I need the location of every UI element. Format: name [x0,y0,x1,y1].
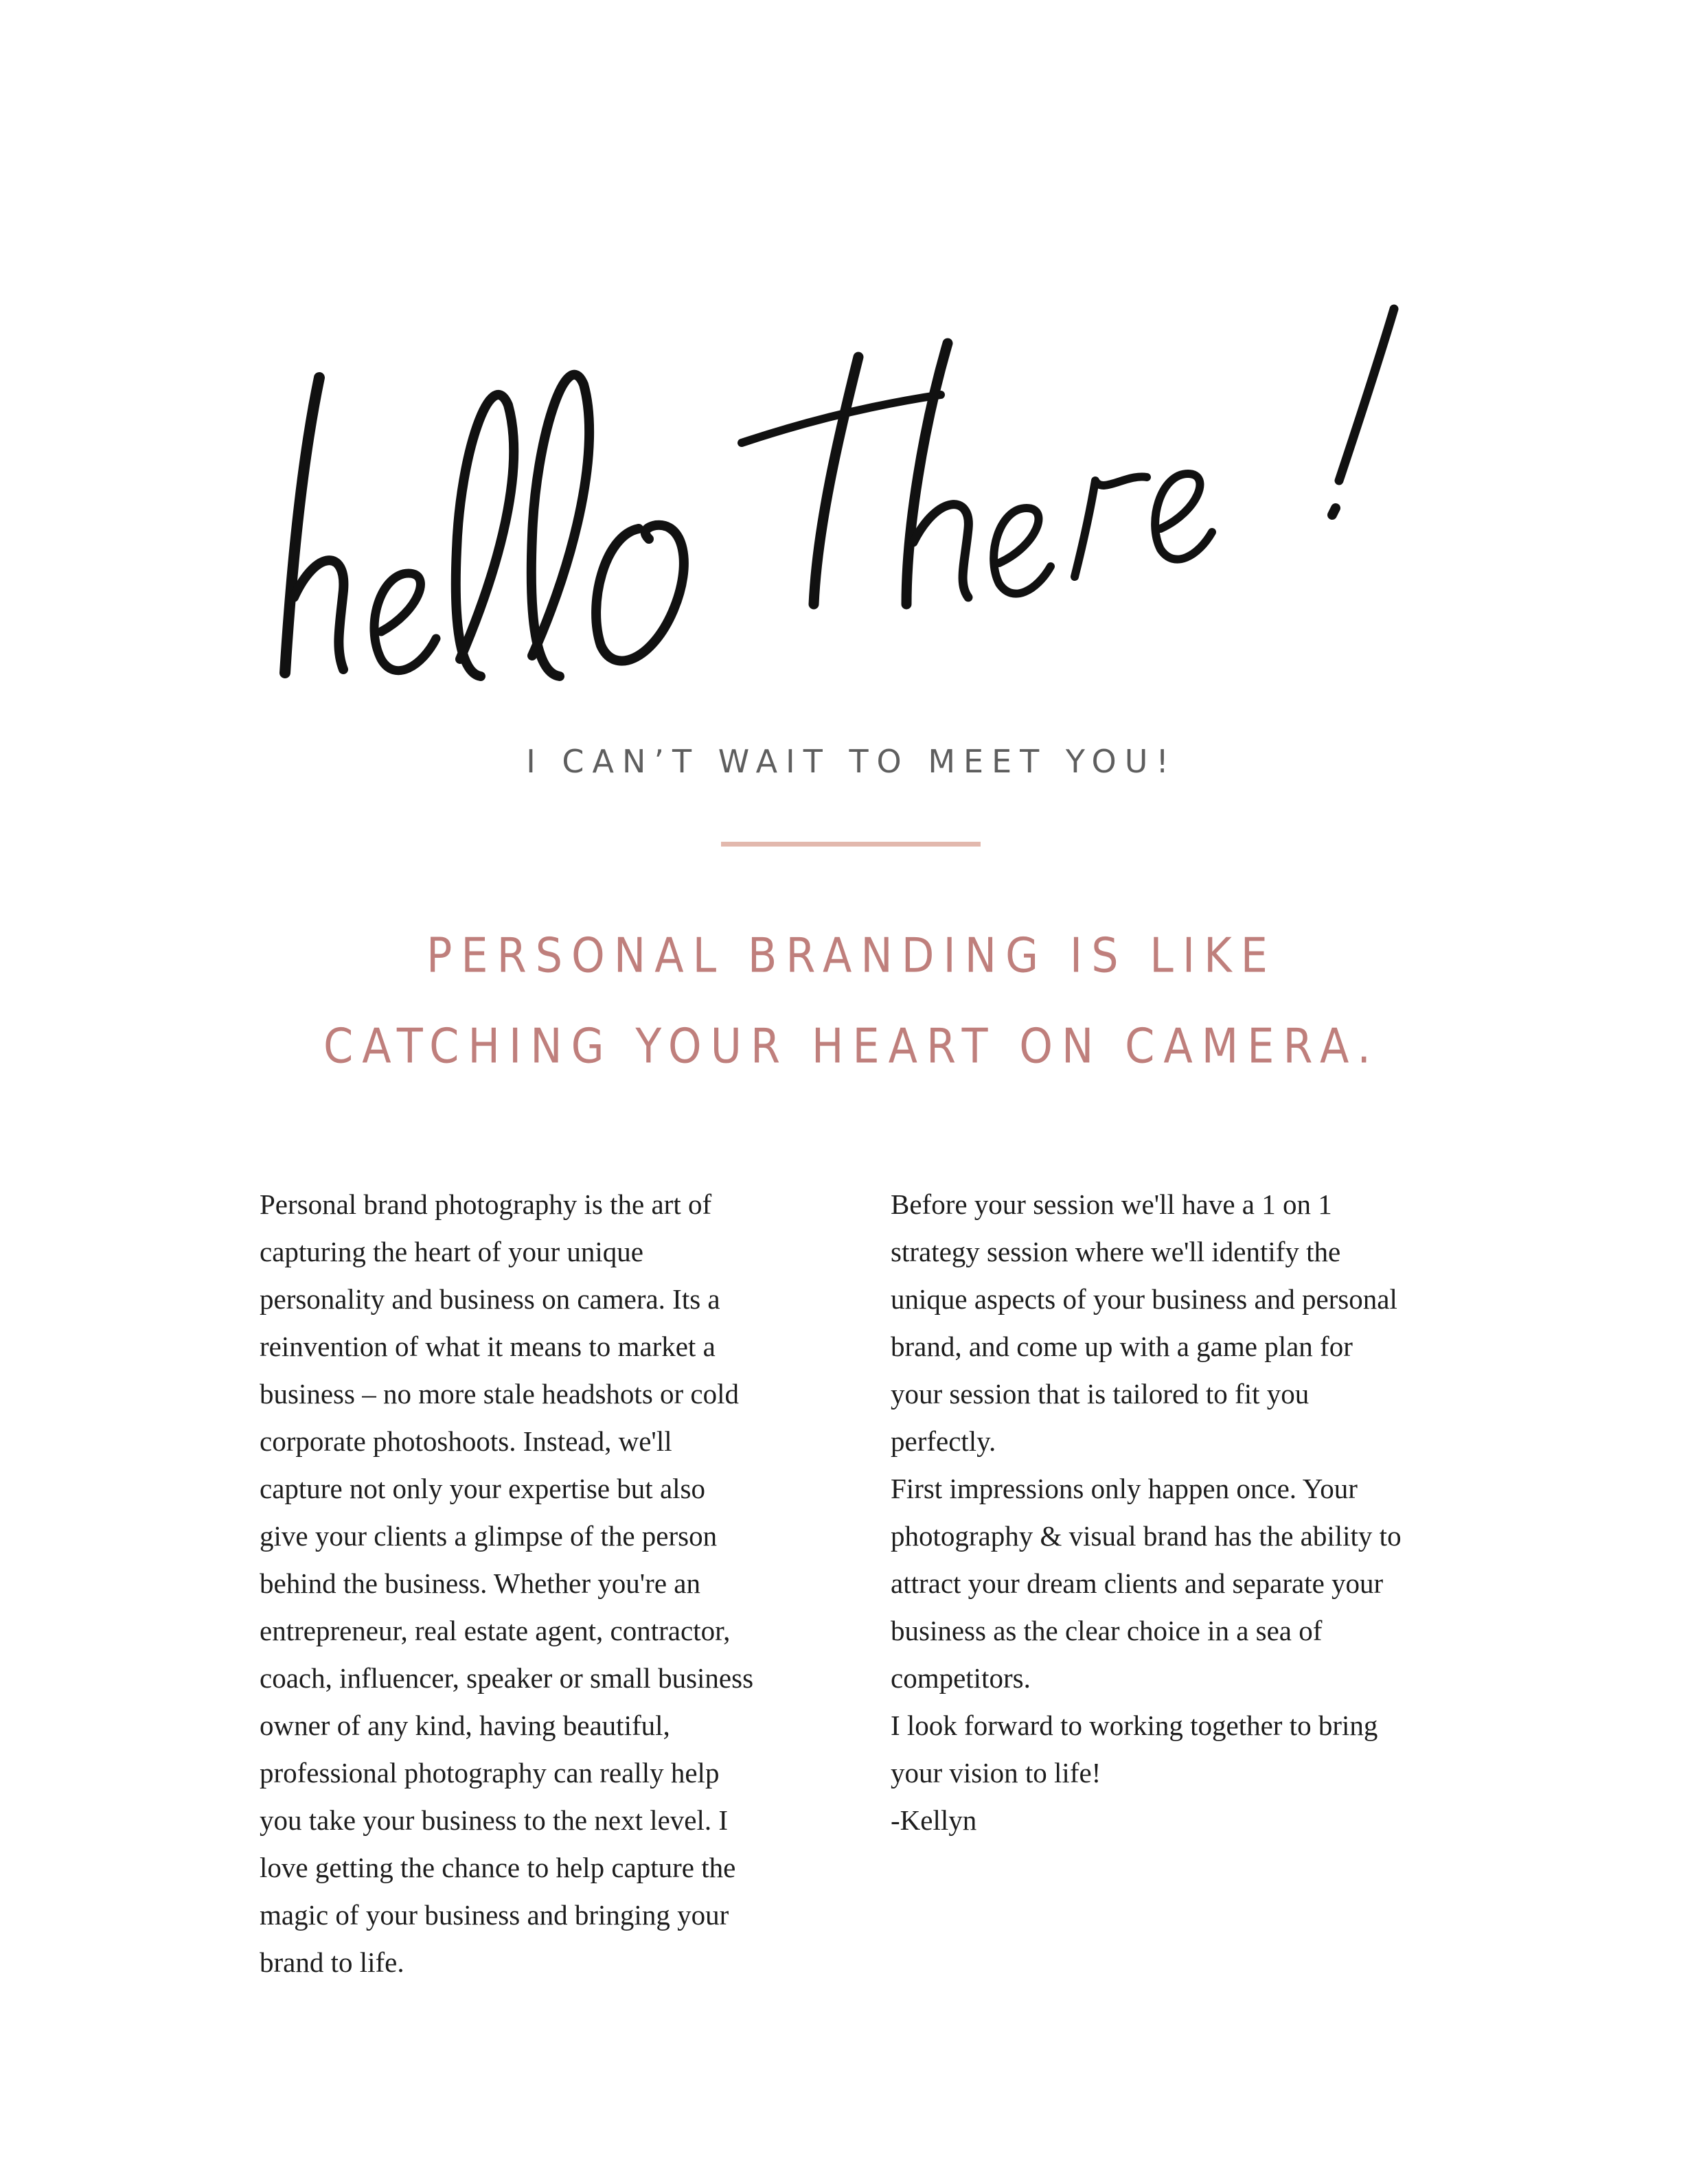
hello-there-lettering [254,302,1463,714]
right-paragraph-2: First impressions only happen once. Your photography & visual brand has the ability to attract your dream clients and separate your business as the clear choice in a sea of competitors. [891,1473,1402,1694]
subtitle: I CAN’T WAIT TO MEET YOU! [526,743,1177,780]
signature: -Kellyn [891,1804,977,1836]
body-column-right [891,1181,1481,1844]
divider-line [721,842,981,847]
left-paragraph: Personal brand photography is the art of capturing the heart of your unique personality and business on camera. Its a reinvention of what it means to market a business – no more stale headshots or cold corporate photoshoots. Instead, we'll capture not only your expertise but also give your clients a glimpse of the person behind the business. Whether you're an entrepreneur, real estate agent, contractor, coach, influencer, speaker or small business owner of any kind, having beautiful, professional photography can really help you take your business to the next level. I love getting the chance to help capture the magic of your business and bringing your brand to life. [260,1188,754,1978]
quote-line-1: PERSONAL BRANDING IS LIKE [426,927,1277,984]
right-paragraph-3: I look forward to working together to bring your vision to life! [891,1710,1378,1789]
quote-line-2: CATCHING YOUR HEART ON CAMERA. [323,1018,1380,1074]
body-column-left [260,1181,836,1986]
hello-there-script-heading [254,302,1463,714]
right-paragraph-1: Before your session we'll have a 1 on 1 strategy session where we'll identify the unique aspects of your business and personal brand, and come up with a game plan for your session that is tailored to fit you perfectly. [891,1188,1397,1457]
